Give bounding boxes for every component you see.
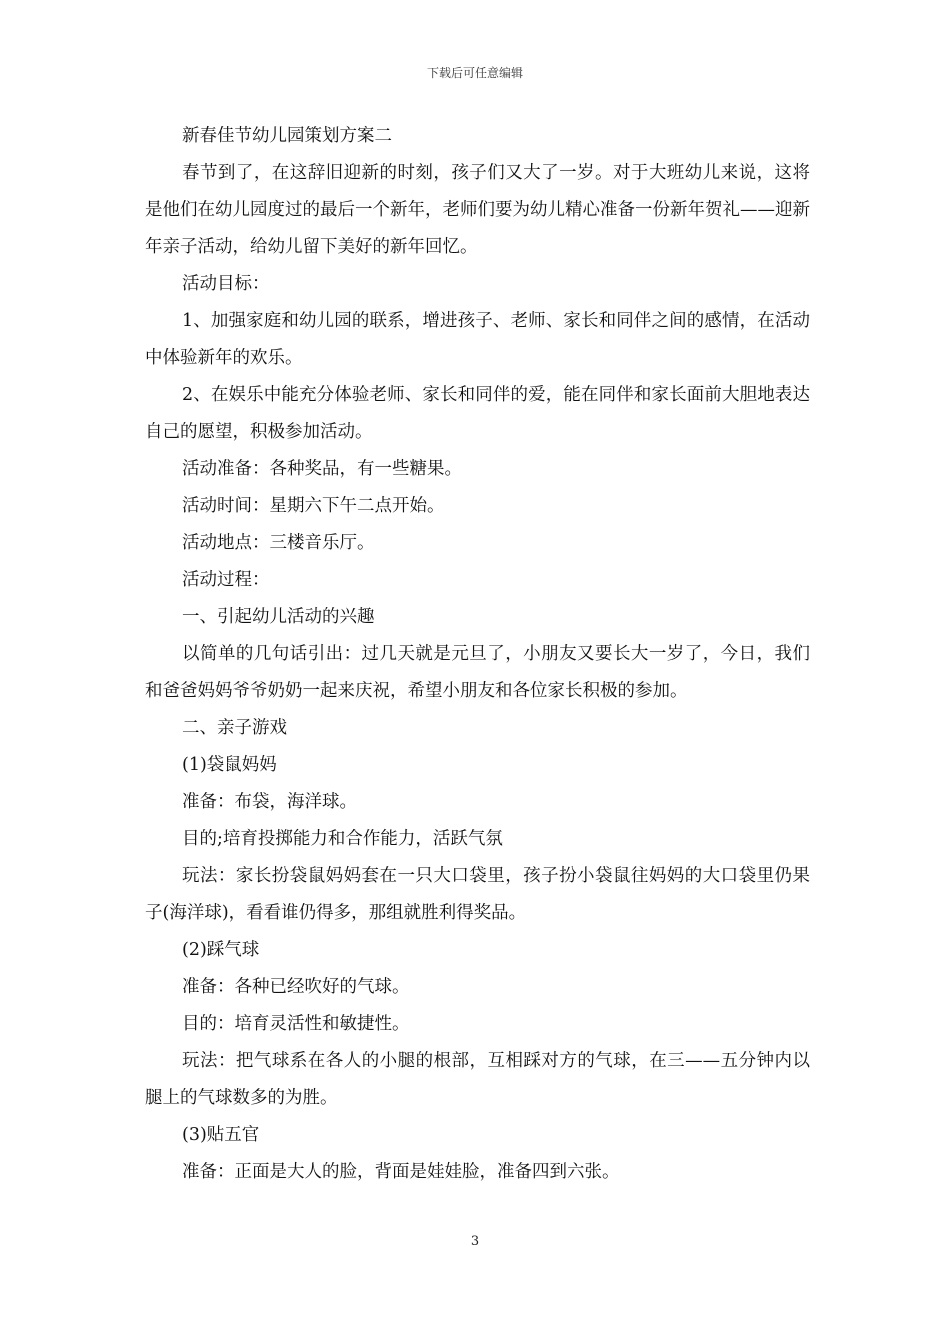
game-3-preparation: 准备：正面是大人的脸，背面是娃娃脸，准备四到六张。 bbox=[182, 1162, 620, 1182]
time-line: 活动时间：星期六下午二点开始。 bbox=[182, 496, 445, 516]
goal-item-1: 1、加强家庭和幼儿园的联系，增进孩子、老师、家长和同伴之间的感情，在活动中体验新年的欢乐。 bbox=[145, 311, 810, 368]
game-2-preparation: 准备：各种已经吹好的气球。 bbox=[182, 977, 410, 997]
game-2-purpose: 目的：培育灵活性和敏捷性。 bbox=[182, 1014, 410, 1034]
game-3-title: (3)贴五官 bbox=[182, 1125, 260, 1145]
game-1-preparation: 准备：布袋，海洋球。 bbox=[182, 792, 357, 812]
step-2-heading: 二、亲子游戏 bbox=[182, 718, 287, 738]
step-1-paragraph: 以简单的几句话引出：过几天就是元旦了，小朋友又要长大一岁了，今日，我们和爸爸妈妈爷爷奶奶一起来庆祝，希望小朋友和各位家长积极的参加。 bbox=[145, 644, 810, 701]
game-1-title: (1)袋鼠妈妈 bbox=[182, 755, 277, 775]
document-body bbox=[145, 118, 810, 1191]
step-1-heading: 一、引起幼儿活动的兴趣 bbox=[182, 607, 375, 627]
intro-paragraph: 春节到了，在这辞旧迎新的时刻，孩子们又大了一岁。对于大班幼儿来说，这将是他们在幼儿园度过的最后一个新年，老师们要为幼儿精心准备一份新年贺礼——迎新年亲子活动，给幼儿留下美好的新年回忆。 bbox=[145, 163, 810, 257]
goals-heading: 活动目标： bbox=[182, 274, 270, 294]
game-2-title: (2)踩气球 bbox=[182, 940, 260, 960]
section-title: 新春佳节幼儿园策划方案二 bbox=[182, 126, 392, 146]
goal-item-2: 2、在娱乐中能充分体验老师、家长和同伴的爱，能在同伴和家长面前大胆地表达自己的愿望，积极参加活动。 bbox=[145, 385, 810, 442]
page-number: 3 bbox=[470, 1234, 480, 1249]
game-2-rules: 玩法：把气球系在各人的小腿的根部，互相踩对方的气球，在三——五分钟内以腿上的气球数多的为胜。 bbox=[145, 1051, 810, 1108]
location-line: 活动地点：三楼音乐厅。 bbox=[182, 533, 375, 553]
process-heading: 活动过程： bbox=[182, 570, 270, 590]
game-1-rules: 玩法：家长扮袋鼠妈妈套在一只大口袋里，孩子扮小袋鼠往妈妈的大口袋里仍果子(海洋球)，看看谁仍得多，那组就胜利得奖品。 bbox=[145, 866, 810, 923]
header-note: 下载后可任意编辑 bbox=[426, 66, 523, 80]
preparation-line: 活动准备：各种奖品，有一些糖果。 bbox=[182, 459, 462, 479]
game-1-purpose: 目的;培育投掷能力和合作能力，活跃气氛 bbox=[182, 829, 503, 849]
